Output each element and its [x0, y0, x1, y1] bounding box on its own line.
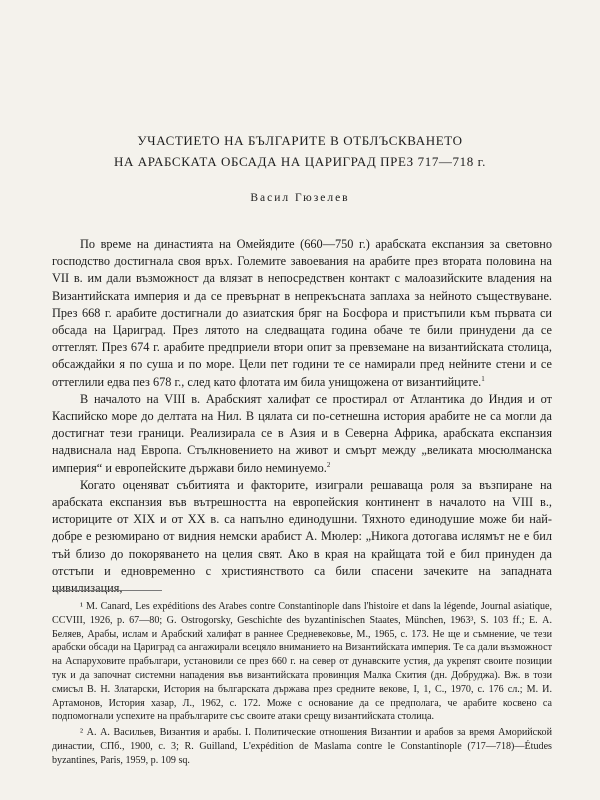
- paragraph-1: [52, 236, 552, 391]
- footnote-ref-1: 1: [481, 374, 485, 383]
- author: Васил Гюзелев: [250, 192, 350, 204]
- footnote-divider: [52, 590, 162, 591]
- paragraph-1-text: По време на династията на Омейядите (660—750 г.) арабската експанзия за световно господство достигнала своя връх. Големите завоевания на арабите през втората половина на VII в. им дали възможност да влязат в непосредствен контакт с малоазийските владения на Византийската империя и да се превърнат в непрекъсната заплаха за нейното съществуване. През 668 г. арабите достигнали до азиатския бряг на Босфора и пристъпили към първата си обсада на Цариград. През лятото на следващата година обаче те били принудени да се оттеглят. През 674 г. арабите предприели втори опит за превземане на византийската столица, обсаждайки я по суша и по море. Цели пет години те се намирали пред нейните стени и се оттеглили едва пез 678 г., след като флотата им била унищожена от византийците.: [52, 237, 552, 389]
- paragraph-2: [52, 391, 552, 477]
- title-line-2: НА АРАБСКАТА ОБСАДА НА ЦАРИГРАД ПРЕЗ 717—718 г.: [113, 154, 486, 169]
- footnotes: [52, 600, 552, 770]
- article-title: [95, 130, 505, 172]
- footnote-1: ¹ M. Canard, Les expéditions des Arabes contre Constantinople dans l'histoire et dans la légende, Journal asiatique, CCVIII, 1926, p. 67—80; G. Ostrogorsky, Geschichte des byzantinischen Staates, München, 1963³, S. 103 ff.; Е. А. Беляев, Арабы, ислам и Арабский халифат в раннее Средневековье, М., 1965, с. 173. Не ще и съмнение, че тези арабски обсади на Цариград са ангажирали всецяло вниманието на Византийската империя. Те са дали възможност на Аспаруховите прабългари, установили се през 660 г. на север от дунавските устия, да укрепят своите позиции тук и да започнат системни нападения във византийската провинция Малка Скития (дн. Добруджа). Вж. в този смисъл В. Н. Златарски, История на българската държава през средните векове, I, 1, С., 1970, с. 176 сл.; М. И. Артамонов, История хазар, Л., 1962, с. 172. Може с основание да се предполага, че арабите косвено са подпомогнали успехите на прабългарите със своите атаки срещу византийската столица.: [52, 601, 552, 723]
- paragraph-3: Когато оценяват събитията и факторите, изиграли решаваща роля за възпиране на арабската експанзия във вътрешността на европейския континент в началото на VIII в., историците от XIX и от XX в. са напълно единодушни. Тяхното единодушие може би най-добре е резюмирано от видния немски арабист А. Мюлер: „Никога дотогава ислямът не е бил тъй близо до покоряването на целия свят. Ако в края на крайщата той е бил принуден да отстъпи и едновременно с християнството са били спасени зачеките на западната цивилизация,: [52, 477, 552, 596]
- title-line-1: УЧАСТИЕТО НА БЪЛГАРИТЕ В ОТБЛЪСКВАНЕТО: [137, 133, 463, 148]
- footnote-2: ² А. А. Васильев, Византия и арабы. I. Политические отношения Византии и арабов за время Аморийской династии, СПб., 1900, с. 3; R. Guilland, L'expédition de Maslama contre le Constantinople (717—718)—Études byzantines, Paris, 1959, p. 109 sq.: [52, 727, 552, 766]
- footnote-ref-2: 2: [326, 460, 331, 469]
- paragraph-2-text: В началото на VIII в. Арабският халифат се простирал от Атлантика до Индия и от Каспийско море до делтата на Нил. В цялата си по-сетнешна история арабите не са могли да достигнат тези граници. Реализирала се в Азия и в Северна Африка, арабската експанзия надвиснала над Европа. Стълкновението на живот и смърт между „великата мюсюлманска империя“ и европейските държави било неминуемо.: [52, 391, 552, 475]
- body-text: [52, 236, 552, 597]
